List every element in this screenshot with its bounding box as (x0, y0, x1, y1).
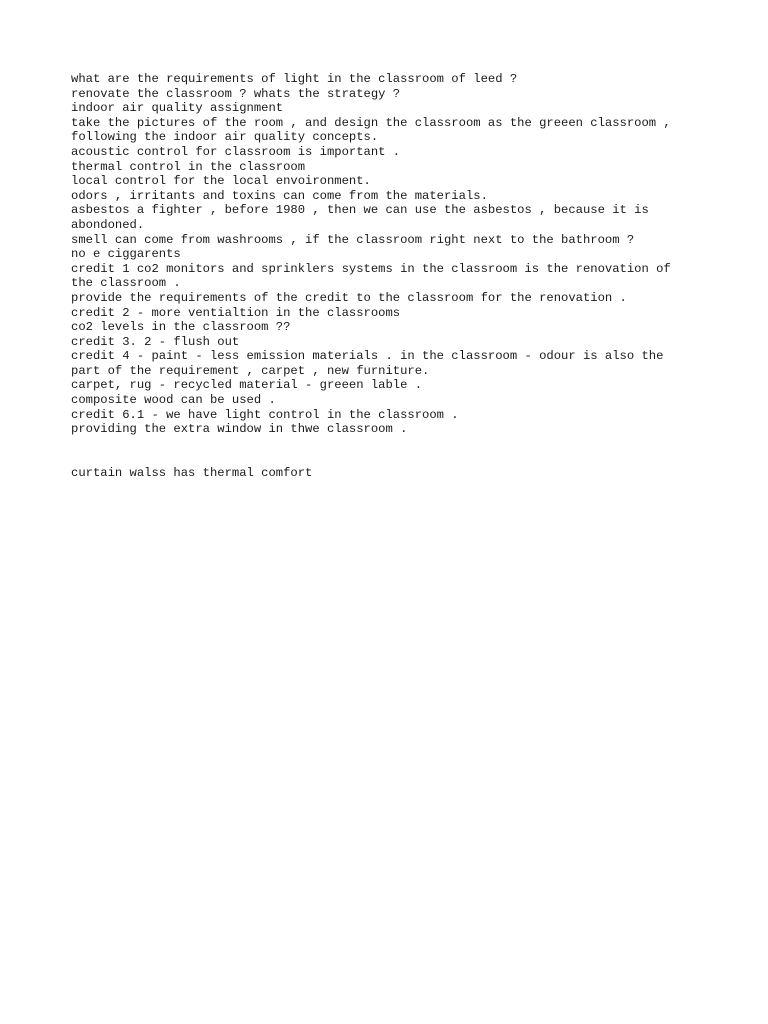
note-line: take the pictures of the room , and design the classroom as the greeen classroom , (71, 115, 671, 130)
notes-body (71, 72, 701, 481)
note-line: co2 levels in the classroom ?? (71, 320, 291, 335)
note-line: no e ciggarents (71, 247, 181, 262)
note-line: credit 6.1 - we have light control in the classroom . (71, 407, 459, 422)
note-line: composite wood can be used . (71, 393, 276, 408)
note-line: credit 1 co2 monitors and sprinklers systems in the classroom is the renovation of (71, 261, 671, 276)
note-line: renovate the classroom ? whats the strategy ? (71, 86, 401, 101)
note-line: asbestos a fighter , before 1980 , then we can use the asbestos , because it is (71, 203, 649, 218)
note-line: abondoned. (71, 217, 145, 232)
note-line: local control for the local envoironment. (71, 174, 371, 189)
note-line: smell can come from washrooms , if the classroom right next to the bathroom ? (71, 232, 635, 247)
note-line: the classroom . (71, 276, 181, 291)
note-line: following the indoor air quality concepts. (71, 130, 379, 145)
note-line: part of the requirement , carpet , new furniture. (71, 363, 430, 378)
blank-lines (71, 437, 701, 466)
note-line: credit 4 - paint - less emission materials . in the classroom - odour is also the (71, 349, 664, 364)
note-line: thermal control in the classroom (71, 159, 306, 174)
note-line: acoustic control for classroom is important . (71, 144, 401, 159)
note-line: what are the requirements of light in the classroom of leed ? (71, 72, 518, 86)
note-line: odors , irritants and toxins can come from the materials. (71, 188, 488, 203)
note-line: carpet, rug - recycled material - greeen lable . (71, 378, 423, 393)
closing-note-line: curtain walss has thermal comfort (71, 466, 313, 481)
note-line: indoor air quality assignment (71, 101, 284, 116)
note-line: credit 2 - more ventialtion in the classrooms (71, 305, 401, 320)
note-line: providing the extra window in thwe classroom . (71, 422, 408, 437)
note-line: credit 3. 2 - flush out (71, 334, 240, 349)
note-line: provide the requirements of the credit to the classroom for the renovation . (71, 290, 627, 305)
